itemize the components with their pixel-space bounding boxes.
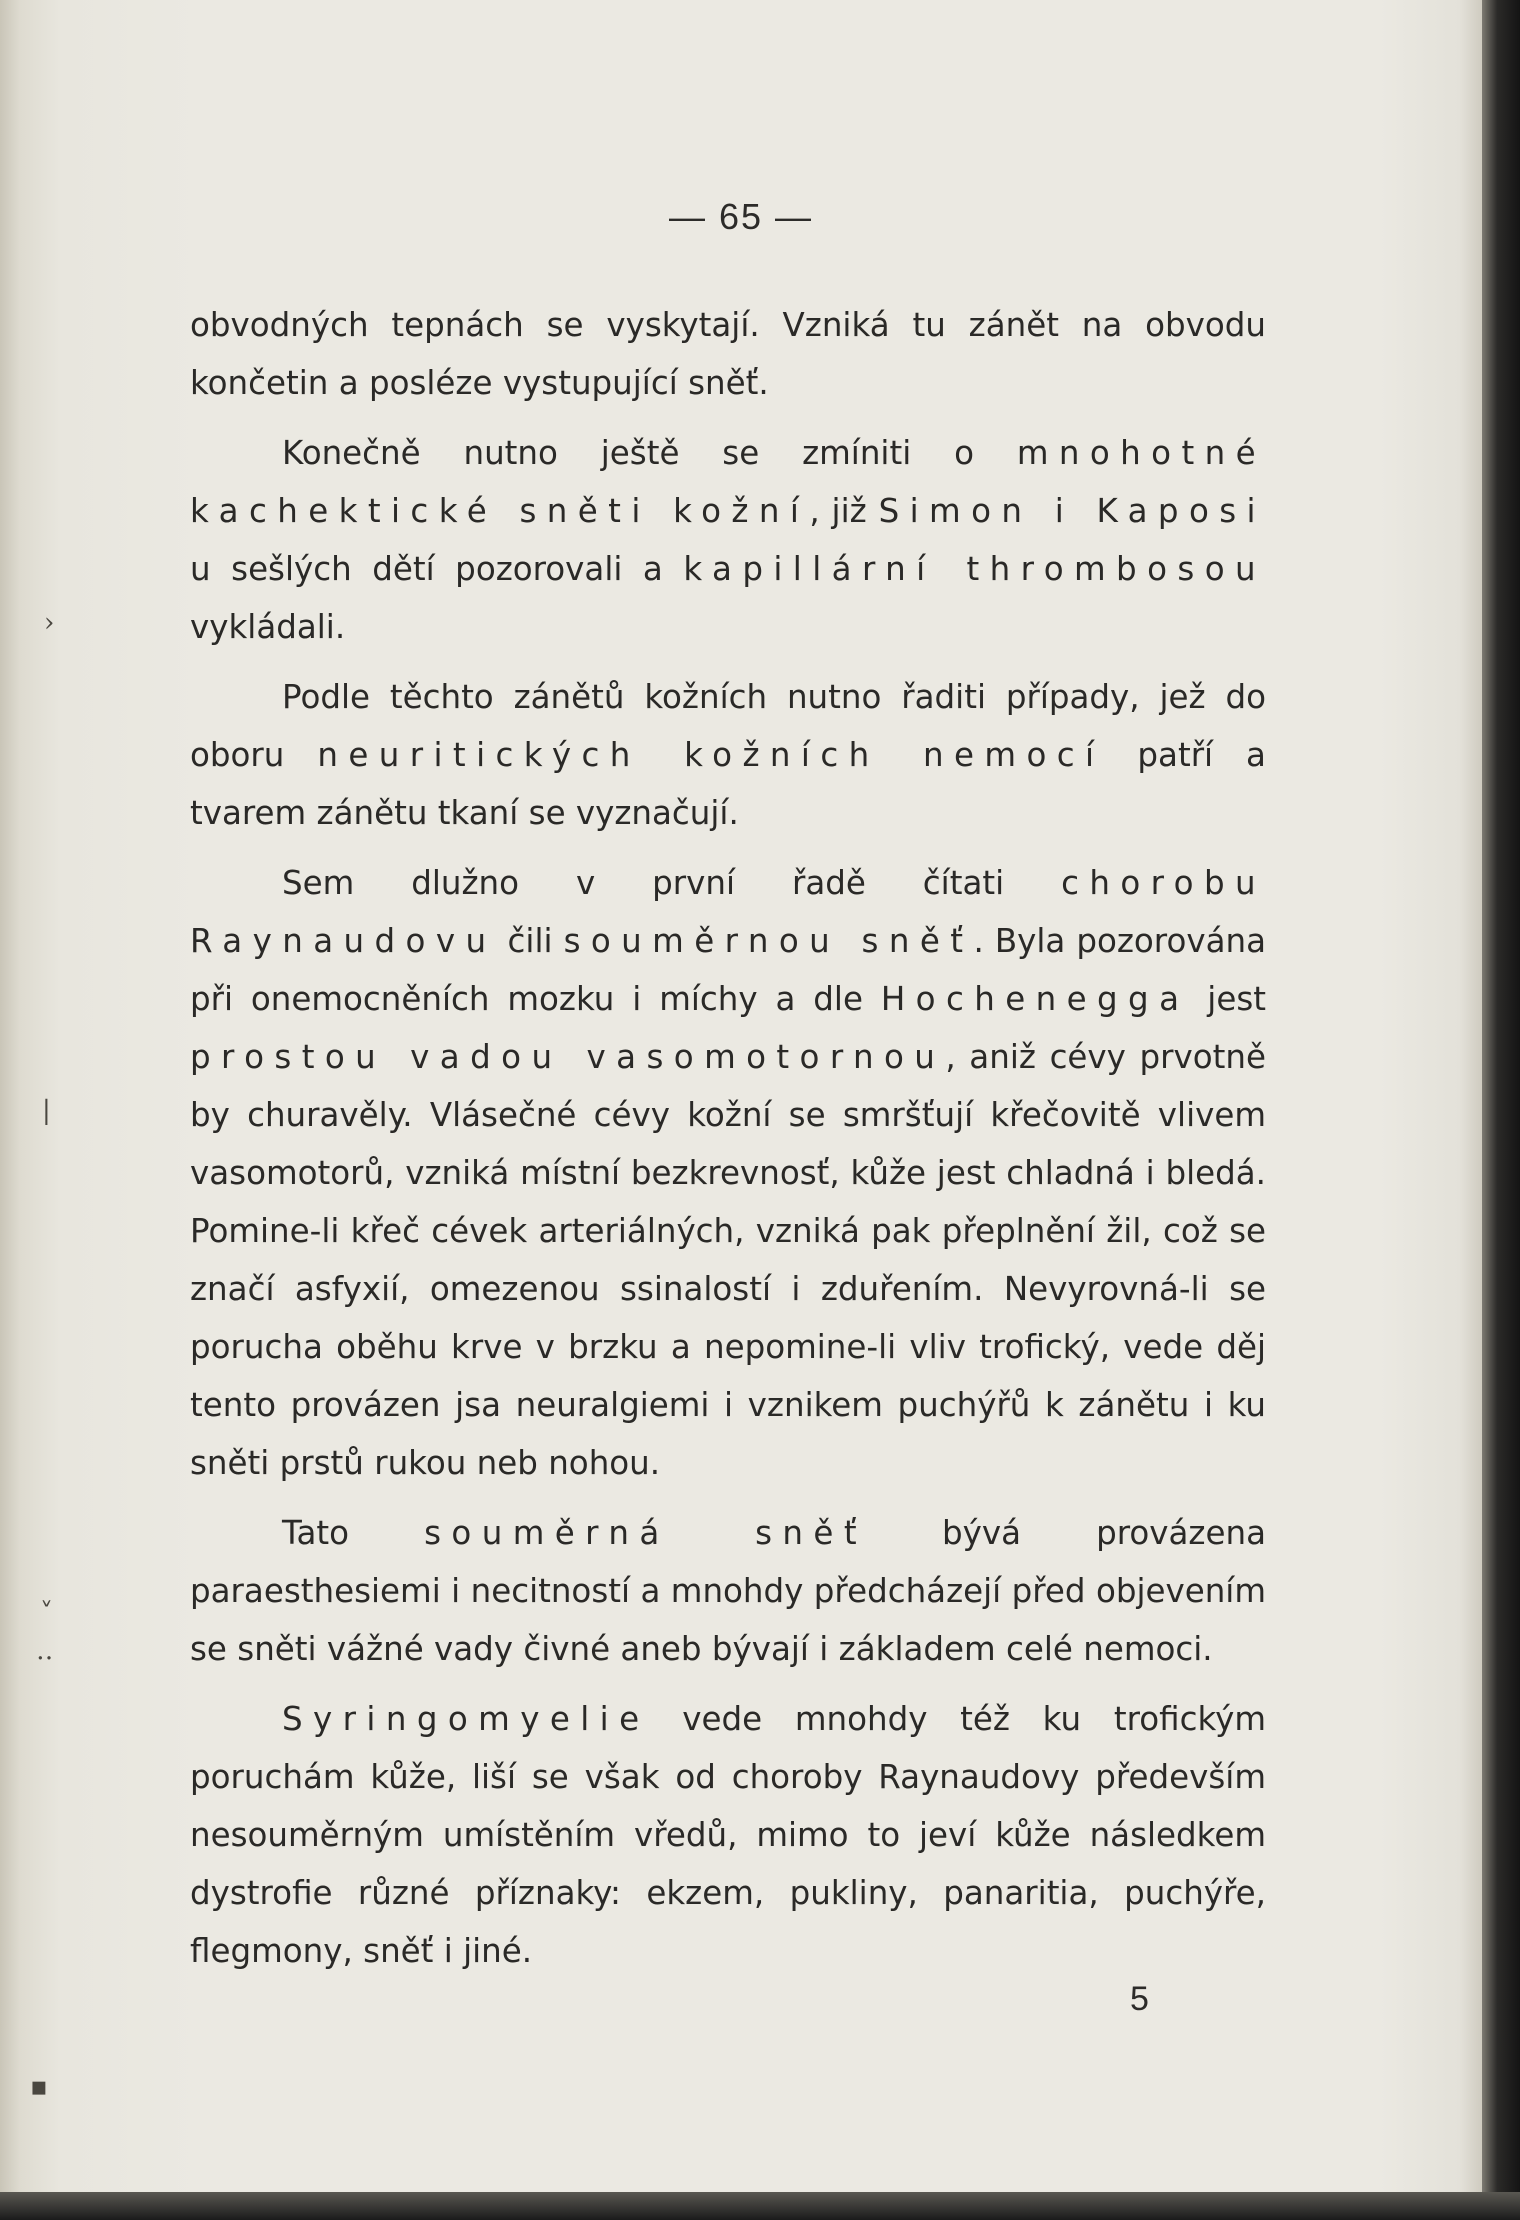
emphasized-term: souměrná sněť — [424, 1514, 867, 1552]
paragraph — [190, 424, 1266, 656]
emphasized-term: Simon i Kaposi — [878, 492, 1266, 530]
text-run: Tato — [282, 1514, 425, 1552]
emphasized-term: Syringomyelie — [282, 1700, 650, 1738]
text-run: obvodných tepnách se vyskytají. Vzniká tu zánět na obvodu končetin a posléze vystupující sněť. — [190, 306, 1266, 402]
emphasized-term: neuritických kožních nemocí — [317, 736, 1105, 774]
signature-mark: 5 — [1130, 1980, 1149, 2018]
paragraph — [190, 668, 1266, 842]
paragraph — [190, 854, 1266, 1492]
emphasized-term: souměrnou sněť — [563, 922, 974, 960]
paragraph — [190, 296, 1266, 412]
body-text — [190, 296, 1266, 1992]
text-run: jest — [1189, 980, 1266, 1018]
text-run: bývá provázena paraesthesiemi i necitností a mnohdy předcházejí před objevením se sněti vážné vady čivné aneb bývají i základem celé nemoci. — [190, 1514, 1266, 1668]
running-head-page-number: — 65 — — [668, 196, 814, 237]
emphasized-term: prostou vadou vasomotornou — [190, 1038, 946, 1076]
text-run: , aniž cévy prvotně by churavěly. Vlásečné cévy kožní se smršťují křečovitě vlivem vasomotorů, vzniká místní bezkrevnosť, kůže jest chladná i bledá. Pomine-li křeč cévek arteriálných, vzniká pak přeplnění žil, což se značí asfyxií, omezenou ssinalostí i zduřením. Nevyrovná-li se porucha oběhu krve v brzku a nepomine-li vliv trofický, vede děj tento provázen jsa neuralgiemi i vznikem puchýřů k zánětu i ku sněti prstů rukou neb nohou. — [190, 1038, 1266, 1482]
page-edge-right — [1482, 0, 1520, 2220]
paragraph — [190, 1504, 1266, 1678]
text-run: . Byla pozorována při onemocněních mozku i míchy a dle — [190, 922, 1267, 1018]
text-run: u sešlých dětí pozorovali a — [190, 550, 684, 588]
margin-mark-3: ˅ — [40, 1598, 53, 1628]
text-run: vykládali. — [190, 608, 346, 646]
margin-mark-2: | — [42, 1096, 51, 1126]
page-edge-bottom — [0, 2192, 1520, 2220]
text-run: , již — [809, 492, 879, 530]
margin-mark-4: ‥ — [36, 1636, 54, 1666]
text-run: Konečně nutno ještě se zmíniti o — [282, 434, 1017, 472]
paragraph — [190, 1690, 1266, 1980]
text-run: čili — [496, 922, 564, 960]
margin-mark-1: › — [44, 608, 55, 638]
emphasized-term: Hochenegga — [880, 980, 1190, 1018]
text-run: Sem dlužno v první řadě čítati — [282, 864, 1062, 902]
margin-mark-5: ▪ — [30, 2072, 48, 2102]
text-run: Podle těchto zánětů kožních nutno řaditi případy, jež do oboru — [190, 678, 1266, 774]
emphasized-term: kapillární thrombosou — [683, 550, 1266, 588]
text-run: vede mnohdy též ku trofickým poruchám kůže, liší se však od choroby Raynaudovy především nesouměrným umístěním vředů, mimo to jeví kůže následkem dystrofie různé příznaky: ekzem, pukliny, panaritia, puchýře, flegmony, sněť i jiné. — [190, 1700, 1266, 1970]
text-run: patří a tvarem zánětu tkaní se vyznačují. — [190, 736, 1266, 832]
emphasized-term: chorobu Raynaudovu — [190, 864, 1266, 960]
emphasized-term: mnohotné kachektické sněti kožní — [190, 434, 1266, 530]
